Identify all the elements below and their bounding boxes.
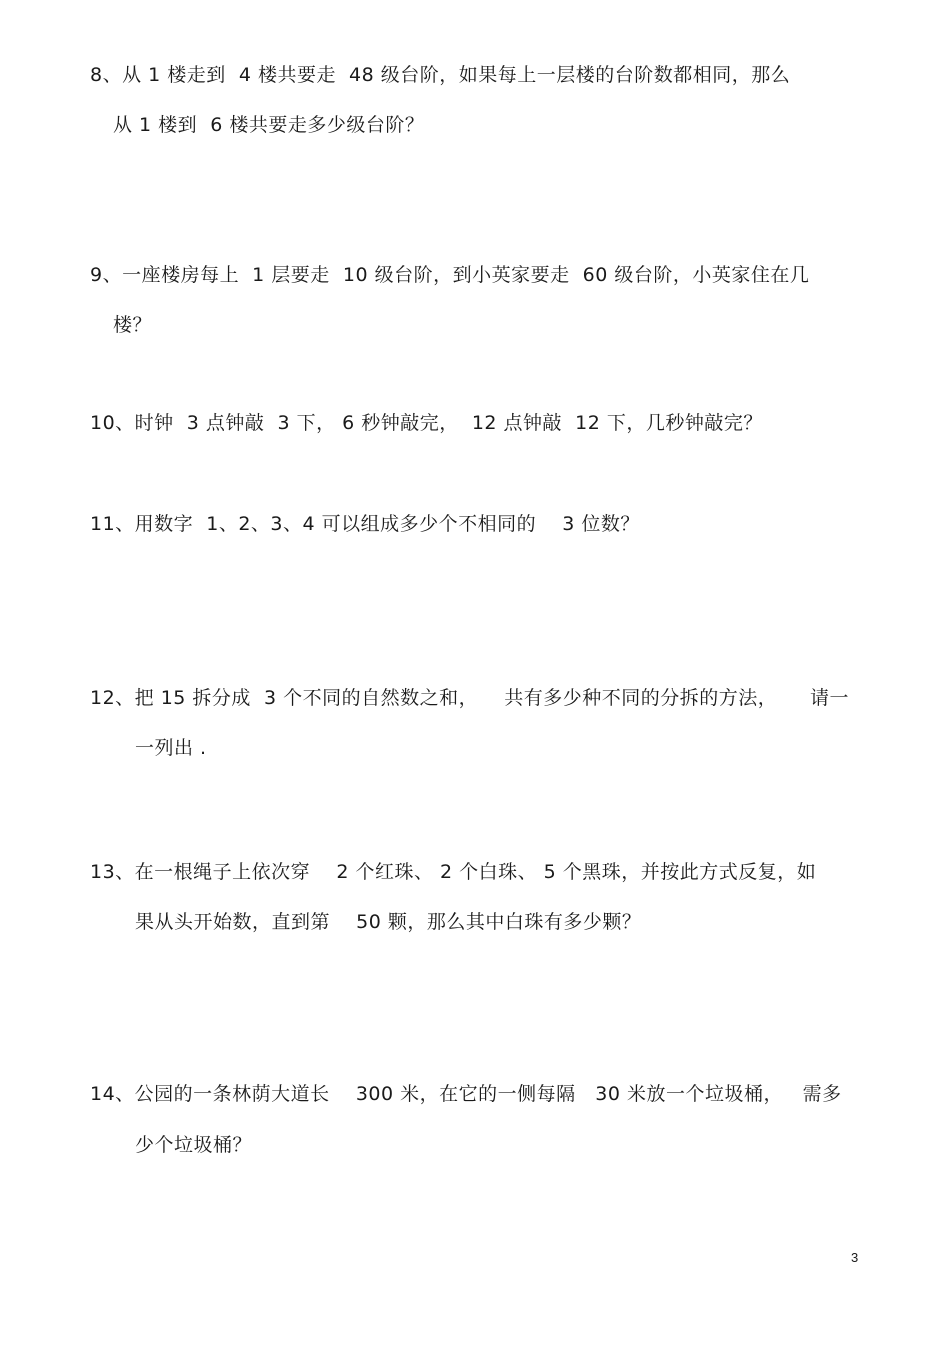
question-14-line-1: 14、公园的一条林荫大道长 300 米，在它的一侧每隔 30 米放一个垃圾桶， 需多 (90, 1083, 842, 1105)
question-8-line-1: 8、从 1 楼走到 4 楼共要走 48 级台阶，如果每上一层楼的台阶数都相同，那么 (90, 64, 791, 86)
question-10-line-1: 10、时钟 3 点钟敲 3 下， 6 秒钟敲完， 12 点钟敲 12 下，几秒钟敲完？ (90, 412, 763, 434)
question-12-line-2: 一列出 . (135, 737, 207, 759)
question-12-line-1: 12、把 15 拆分成 3 个不同的自然数之和， 共有多少种不同的分拆的方法， 请一 (90, 687, 849, 709)
question-13-line-1: 13、在一根绳子上依次穿 2 个红珠、 2 个白珠、 5 个黑珠，并按此方式反复，如 (90, 861, 817, 883)
question-13-line-2: 果从头开始数，直到第 50 颗，那么其中白珠有多少颗？ (135, 911, 642, 933)
question-9-line-1: 9、一座楼房每上 1 层要走 10 级台阶，到小英家要走 60 级台阶，小英家住在几 (90, 264, 810, 286)
question-14-line-2: 少个垃圾桶？ (135, 1134, 253, 1156)
question-11-line-1: 11、用数字 1、2、3、4 可以组成多少个不相同的 3 位数？ (90, 513, 640, 535)
question-8-line-2: 从 1 楼到 6 楼共要走多少级台阶？ (113, 114, 425, 136)
page-number: 3 (851, 1250, 859, 1265)
question-9-line-2: 楼？ (113, 314, 153, 336)
